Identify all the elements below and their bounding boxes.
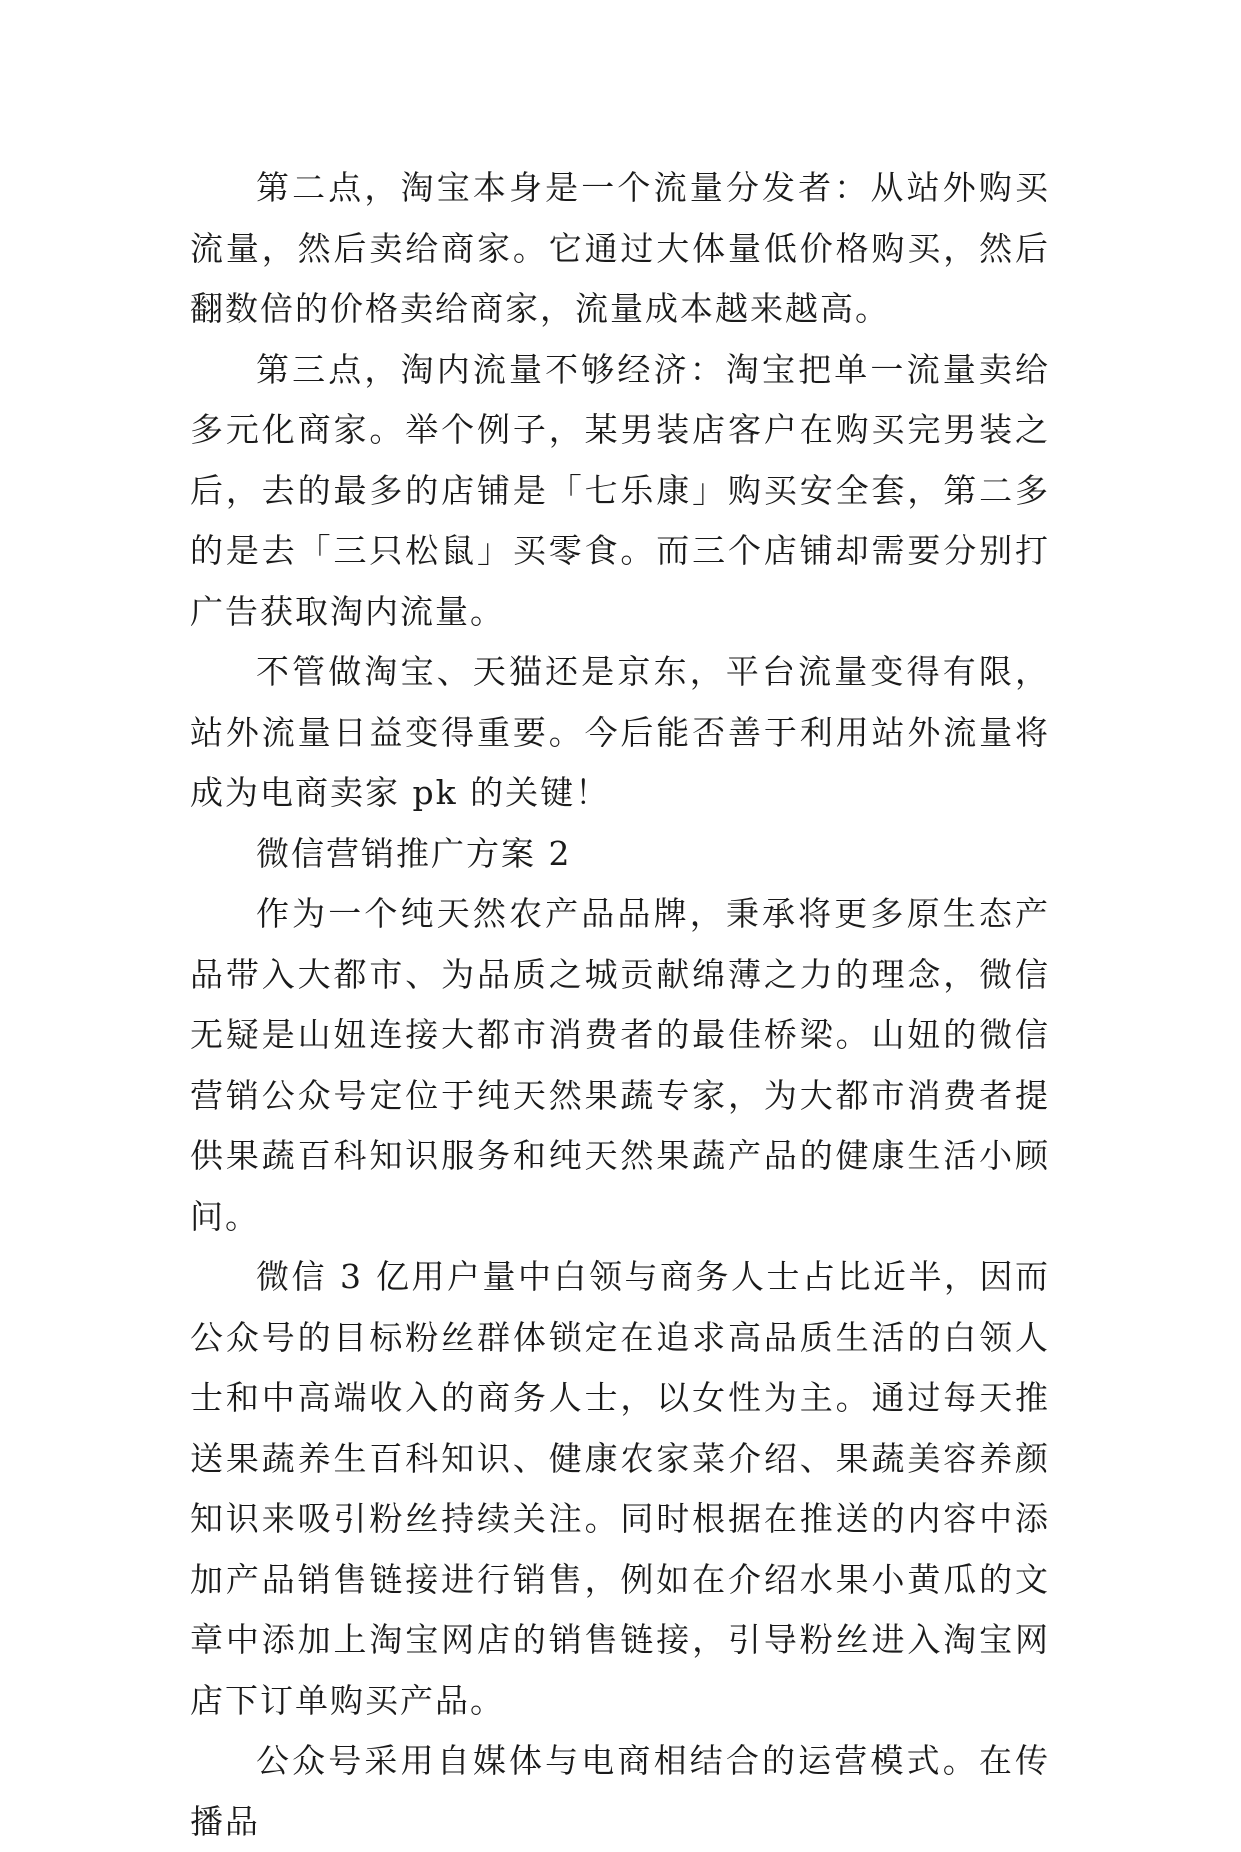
paragraph-operation-mode: 公众号采用自媒体与电商相结合的运营模式。在传播品 <box>190 1741 1050 1841</box>
document-body <box>190 158 1050 1852</box>
paragraph-conclusion: 不管做淘宝、天猫还是京东，平台流量变得有限，站外流量日益变得重要。今后能否善于利用站外流量将成为电商卖家 pk 的关键！ <box>190 652 1050 812</box>
section-heading: 微信营销推广方案 2 <box>256 833 572 873</box>
paragraph-third-point: 第三点，淘内流量不够经济：淘宝把单一流量卖给多元化商家。举个例子，某男装店客户在购买完男装之后，去的最多的店铺是「七乐康」购买安全套，第二多的是去「三只松鼠」买零食。而三个店铺却需要分别打广告获取淘内流量。 <box>190 349 1050 631</box>
paragraph-brand-intro: 作为一个纯天然农产品品牌，秉承将更多原生态产品带入大都市、为品质之城贡献绵薄之力的理念，微信无疑是山妞连接大都市消费者的最佳桥梁。山妞的微信营销公众号定位于纯天然果蔬专家，为大都市消费者提供果蔬百科知识服务和纯天然果蔬产品的健康生活小顾问。 <box>190 894 1050 1236</box>
paragraph-target-audience: 微信 3 亿用户量中白领与商务人士占比近半，因而公众号的目标粉丝群体锁定在追求高品质生活的白领人士和中高端收入的商务人士，以女性为主。通过每天推送果蔬养生百科知识、健康农家菜介绍、果蔬美容养颜知识来吸引粉丝持续关注。同时根据在推送的内容中添加产品销售链接进行销售，例如在介绍水果小黄瓜的文章中添加上淘宝网店的销售链接，引导粉丝进入淘宝网店下订单购买产品。 <box>190 1257 1050 1720</box>
paragraph-second-point: 第二点，淘宝本身是一个流量分发者：从站外购买流量，然后卖给商家。它通过大体量低价格购买，然后翻数倍的价格卖给商家，流量成本越来越高。 <box>190 168 1050 328</box>
